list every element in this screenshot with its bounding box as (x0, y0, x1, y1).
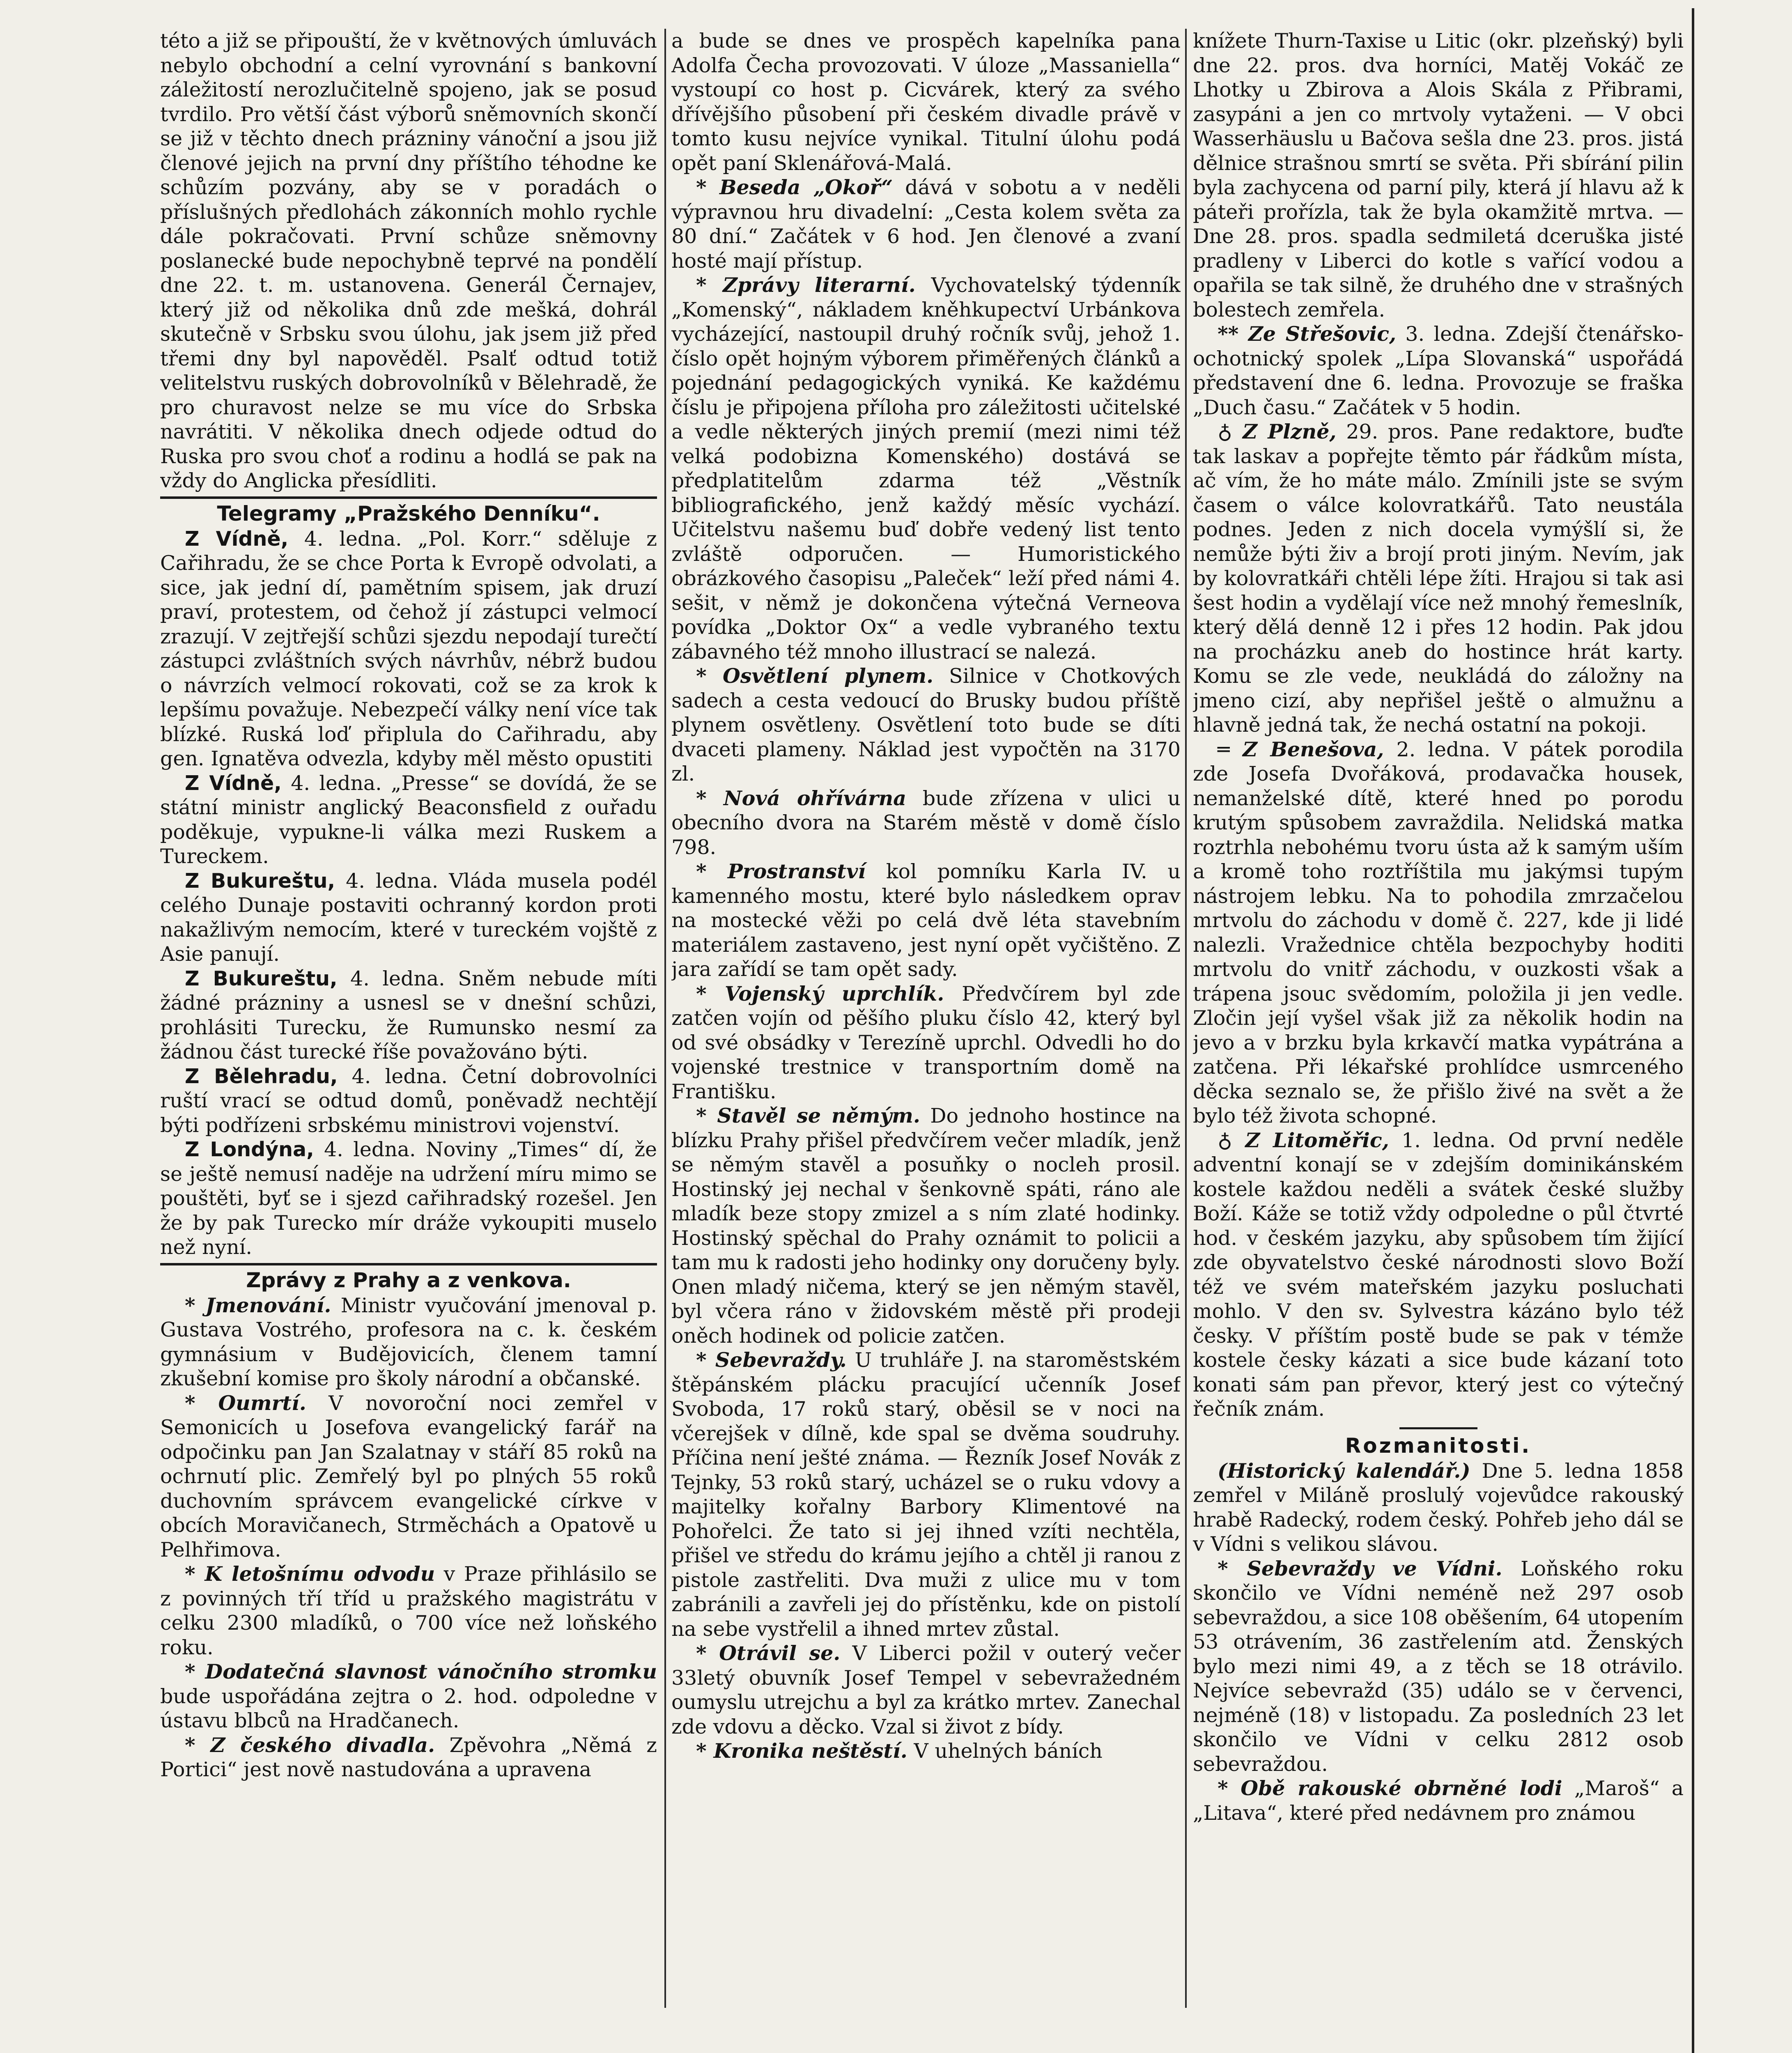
news-item (671, 786, 1181, 860)
news-text: 1. ledna. Od první neděle adventní konají se v zdejším dominikánském kostele každou neděli a svátek české služby Boží. Káže se totiž vždy odpoledne o půl čtvrté hod. v českém jazyku, aby spůsobem tím žijící zde obyvatelstvo české národnosti slovo Boží též ve svém mateřském jazyku posluchati mohlo. V den sv. Sylvestra kázáno bylo též česky. V příštím postě bude se pak v témže kostele česky kázati a sice bude kázaní toto konati sám pan převor, který jest co výtečný řečník znám. (1193, 1128, 1684, 1421)
news-text: Zpěvohra „Němá z Portici“ jest nově nastudována a upravena (160, 1733, 657, 1781)
telegram-dateline: Z Londýna, (185, 1138, 314, 1161)
news-item (1193, 1557, 1684, 1777)
news-text: 29. pros. Pane redaktore, buďte tak laskav a popřejte těmto pár řádkům místa, ač vím, že ho máte málo. Zmínili jste se svým časem o válce kolovratkářů. Tato neustála podnes. Jeden z nich docela vymýšlí si, že nemůže býti živ a brojí proti jiným. Nevím, jak by kolovratkáři chtěli lépe žíti. Hrajou si tak asi šest hodin a vydělají více než mnohý řemeslník, který dělá denně 12 i přes 12 hodin. Pak jdou na procházku aneb do hostince hrát karty. Komu se zle vede, neukládá do záložny na jmeno cizí, aby nepřišel ještě o almužnu a hlavně jedná tak, že nechá ostatní na pokoji. (1193, 420, 1684, 737)
news-keyword: * Beseda „Okoř“ (696, 175, 893, 199)
news-item (1193, 1128, 1684, 1421)
news-item (671, 1641, 1181, 1739)
news-keyword: (Historický kalendář.) (1218, 1458, 1470, 1483)
telegram-dateline: Z Bělehradu, (185, 1064, 338, 1088)
news-text: bude zřízena v ulici u obecního dvora na Starém městě v domě číslo 798. (671, 786, 1181, 859)
news-keyword: * Dodatečná slavnost vánočního stromku (185, 1660, 657, 1683)
news-keyword: * K letošnímu odvodu (185, 1562, 435, 1586)
news-keyword: ═ Z Benešova, (1218, 737, 1384, 761)
telegram-text: 4. ledna. Noviny „Times“ dí, že se ještě nemusí naděje na udržení míru mimo se pouštěti, byť se i sjezd cařihradský rozešel. Jen že by pak Turecko mír dráže vykoupiti muselo než nyní. (160, 1138, 657, 1259)
news-item (160, 1562, 657, 1660)
news-keyword: * Stavěl se němým. (696, 1104, 920, 1128)
news-keyword: * Vojenský uprchlík. (696, 981, 944, 1006)
news-item (671, 1739, 1181, 1764)
news-item (671, 175, 1181, 273)
continued-article: této a již se připouští, že v květnových úmluvách nebylo obchodní a celní vyrovnání s bankovní záležitostí nerozlučitelně spojeno, jak se posud tvrdilo. Pro větší část výborů sněmovních skončí se již v těchto dnech prázniny vánoční a jsou již členové jejich na první dny příštího téhodne ke schůzím pozvány, aby se v poradách o příslušných předlohách zákonních mohlo rychle dále pokračovati. První schůze sněmovny poslanecké bude nepochybně teprvé na pondělí dne 22. t. m. ustanovena. Generál Černajev, který již od několika dnů zde mešká, dohrál skutečně v Srbsku svou úlohu, jak jsem již před třemi dny byl napověděl. Psalť odtud totiž velitelstvu ruských dobrovolníků v Bělehradě, že pro churavost nelze se mu více do Srbska navrátiti. V několika dnech odjede odtud do Ruska pro svou choť a rodinu a hodlá se pak na vždy do Anglicka přesídliti. (160, 29, 657, 492)
news-keyword: * Sebevraždy ve Vídni. (1218, 1556, 1503, 1580)
news-text: dává v sobotu a v neděli výpravnou hru divadelní: „Cesta kolem světa za 80 dní.“ Začátek v 6 hod. Jen členové a zvaní hosté mají přístup. (671, 176, 1181, 273)
telegram-text: 4. ledna. Vláda musela podél celého Dunaje postaviti ochranný kordon proti nakažlivým nemocím, které v tureckém vojště z Asie panují. (160, 869, 657, 966)
news-keyword: * Osvětlení plynem. (696, 664, 934, 688)
news-text: V novoroční noci zemřel v Semonicích u Josefova evangelický farář na odpočinku pan Jan Szalatnay v stáří 85 roků na ochrnutí plic. Zemřelý byl po plných 55 roků duchovním správcem evangelické církve v obcích Moravičanech, Strměchách a Opatově u Pelhřimova. (160, 1391, 657, 1562)
telegram-item (160, 1137, 657, 1260)
news-item (1193, 737, 1684, 1128)
news-item (671, 859, 1181, 982)
telegram-dateline: Z Vídně, (185, 771, 282, 795)
page-frame-edge (1692, 8, 1694, 2053)
news-text: 3. ledna. Zdejší čtenářsko-ochotnický spolek „Lípa Slovanská“ uspořádá představení dne 6. ledna. Provozuje se fraška „Duch času.“ Začátek v 5 hodin. (1193, 322, 1684, 419)
telegram-dateline: Z Bukureštu, (185, 869, 335, 893)
section-heading-miscellany: Rozmanitosti. (1345, 1433, 1532, 1458)
section-rule (160, 1263, 657, 1265)
news-text: Silnice v Chotkových sadech a cesta vedoucí do Brusky budou příště plynem osvětleny. Osvětlení toto bude se díti dvaceti plameny. Náklad jest vypočtěn na 3170 zl. (671, 664, 1181, 785)
section-heading-telegrams: Telegramy „Pražského Denníku“. (217, 501, 600, 526)
section-rule (160, 496, 657, 499)
news-item (160, 1293, 657, 1391)
news-keyword: * Jmenování. (185, 1293, 331, 1317)
news-text: „Maroš“ a „Litava“, které před nedávnem pro známou (1193, 1777, 1684, 1825)
news-keyword: ♁ Z Litoměřic, (1218, 1128, 1389, 1152)
news-item (671, 273, 1181, 664)
section-heading-prague-news: Zprávy z Prahy a z venkova. (246, 1268, 571, 1292)
news-keyword: ** Ze Střešovic, (1218, 322, 1397, 346)
news-text: Dne 5. ledna 1858 zemřel v Miláně proslulý vojevůdce rakouský hrabě Radecký, rodem český. Pohřeb jeho dál se v Vídni s velikou slávou. (1193, 1459, 1684, 1556)
news-item (160, 1391, 657, 1562)
news-text: v Praze přihlásilo se z povinných tří tříd u pražského magistrátu v celku 2300 mladíků, o 700 více než loňského roku. (160, 1562, 657, 1659)
news-text: Ministr vyučování jmenoval p. Gustava Vostrého, profesora na c. k. českém gymnásium v Budějovicích, členem tamní zkušební komise pro školy národní a občanské. (160, 1293, 657, 1390)
news-item (1193, 322, 1684, 420)
news-item (1193, 1459, 1684, 1557)
news-text: 2. ledna. V pátek porodila zde Josefa Dvořáková, prodavačka housek, nemanželské dítě, které hned po porodu krutým spůsobem zavraždila. Nelidská matka roztrhla nebohému tvoru ústa až k samým uším a kromě toho roztříštila mu jakýmsi tupým nástrojem lebku. Na to pohodila zmrzačelou mrtvolu do záchodu v domě č. 227, kde ji lidé nalezli. Vražednice chtěla bezpochyby hoditi mrtvolu do vnitř záchodu, v ouzkosti však a trápena jsouc svědomím, položila ji jen vedle. Zločin její vyšel však již za několik hodin na jevo a v brzku byla krkavčí matka vypátrána a zatčena. Při lékařské prohlídce usmrceného děcka seznalo se, že přišlo živé na svět a že bylo též života schopné. (1193, 737, 1684, 1128)
news-keyword: * Prostranství (696, 859, 866, 883)
news-keyword: * Oumrtí. (185, 1391, 306, 1415)
news-item (1193, 420, 1684, 737)
column-separator (1185, 29, 1187, 2008)
column-2 (671, 29, 1181, 2041)
telegram-item (160, 771, 657, 869)
column-1 (160, 29, 657, 2041)
telegram-item (160, 1064, 657, 1138)
continued-article: a bude se dnes ve prospěch kapelníka pana Adolfa Čecha provozovati. V úloze „Massaniella“ vystoupí co host p. Cicvárek, který za svého dřívějšího působení při českém divadle právě v tomto kusu nejvíce vynikal. Titulní úlohu podá opět paní Sklenářová-Malá. (671, 29, 1181, 175)
news-item (671, 982, 1181, 1104)
column-3 (1193, 29, 1684, 2041)
telegram-item (160, 527, 657, 771)
news-item (671, 1348, 1181, 1641)
news-text: Předvčírem byl zde zatčen vojín od pěšího pluku číslo 42, který byl od své obsádky v Terezíně uprchl. Odvedli ho do vojenské trestnice v transportním domě na Františku. (671, 982, 1181, 1103)
news-keyword: * Sebevraždy. (696, 1348, 847, 1372)
news-text: bude uspořádána zejtra o 2. hod. odpoledne v ústavu blbců na Hradčanech. (160, 1684, 657, 1732)
news-item (671, 664, 1181, 786)
section-rule (1399, 1427, 1477, 1429)
news-keyword: * Otrávil se. (696, 1641, 841, 1665)
telegram-text: 4. ledna. Četní dobrovolníci ruští vrací se odtud domů, poněvadž nechtějí býti podřízeni srbskému ministrovi vojenství. (160, 1064, 657, 1137)
telegram-text: 4. ledna. „Presse“ se dovídá, že se státní ministr anglický Beaconsfield z ouřadu poděkuje, vypukne-li válka mezi Ruskem a Tureckem. (160, 771, 657, 868)
news-item (160, 1660, 657, 1733)
news-text: Do jednoho hostince na blízku Prahy přišel předvčírem večer mladík, jenž se němým stavěl a posuňky o nocleh prosil. Hostinský jej nechal v šenkovně spáti, ráno ale mladík beze stopy zmizel a s ním zlaté hodinky. Hostinský spěchal do Prahy oznámit to policii a tam mu k radosti jeho hodinky ony doručeny byly. Onen mladý ničema, který se jen němým stavěl, byl včera ráno v židovském městě při prodeji oněch hodinek od policie zatčen. (671, 1104, 1181, 1348)
news-keyword: * Zprávy literarní. (696, 273, 916, 297)
column-separator (664, 29, 666, 2008)
news-text: V uhelných báních (907, 1739, 1103, 1763)
news-keyword: * Kronika neštěstí. (696, 1739, 907, 1763)
news-text: V Liberci požil v outerý večer 33letý obuvník Josef Tempel v sebevražedném oumyslu utrejchu a byl za krátko mrtev. Zanechal zde vdovu a děcko. Vzal si život z bídy. (671, 1642, 1181, 1738)
news-text: U truhláře J. na staroměstském štěpánském plácku pracující učenník Josef Svoboda, 17 roků starý, oběsil se v noci na včerejšek v dílně, kde spal se dvěma soudruhy. Příčina není ješté známa. — Řezník Josef Novák z Tejnky, 53 roků starý, ucházel se o ruku vdovy a majitelky kořalny Barbory Klimentové na Pohořelci. Že tato si jej ihned vzíti nechtěla, přišel ve středu do krámu jejího a chtěl ji ranou z pistole zastřeliti. Dva muži z ulice mu v tom zabránili a zavřeli jej do přístěnku, kde on pistolí na sebe vystřelil a ihned mrtev zůstal. (671, 1348, 1181, 1641)
news-text: kol pomníku Karla IV. u kamenného mostu, které bylo následkem oprav na mostecké věži po celá dvě léta stavebním materiálem zastaveno, jest nyní opět vyčištěno. Z jara zařídí se tam opět sady. (671, 860, 1181, 981)
news-keyword: * Z českého divadla. (185, 1733, 435, 1757)
news-keyword: * Obě rakouské obrněné lodi (1218, 1776, 1562, 1800)
news-text: Loňského roku skončilo ve Vídni neméně než 297 osob sebevraždou, a sice 108 oběšením, 64 utopením 53 otrávením, 36 zastřelením atd. Ženských bylo mezi nimi 49, a z těch se 18 otrávilo. Nejvíce sebevražd (35) událo se v červenci, nejméně (18) v listopadu. Za posledních 23 let skončilo ve Vídni v celku 2812 osob sebevraždou. (1193, 1557, 1684, 1776)
telegram-text: 4. ledna. Sněm nebude míti žádné prázniny a usnesl se v dnešní schůzi, prohlásiti Turecku, že Rumunsko nesmí za žádnou část turecké říše považováno býti. (160, 967, 657, 1063)
telegram-item (160, 869, 657, 967)
news-keyword: * Nová ohřívárna (696, 786, 907, 810)
telegram-dateline: Z Vídně, (185, 527, 289, 551)
news-item (671, 1104, 1181, 1348)
news-item (1193, 1776, 1684, 1825)
telegram-item (160, 967, 657, 1064)
news-keyword: ♁ Z Plzně, (1218, 420, 1337, 443)
telegram-dateline: Z Bukureštu, (185, 967, 338, 990)
news-item (160, 1733, 657, 1782)
news-text: Vychovatelský týdenník „Komenský“, nákladem kněhkupectví Urbánkova vycházející, nastoupil druhý ročník svůj, jehož 1. číslo opět hojným výborem přiměřených článků a pojednání pedagogických vyniká. Ke každému číslu je připojena příloha pro záležitosti učitelské a vedle některých jiných premií (mezi nimi též velká podobizna Komenského) dostává se předplatitelům zdarma též „Věstník bibliografického, jenž každý měsíc vychází. Učitelstvu našemu buď dobře vedený list tento zvláště odporučen. — Humoristického obrázkového časopisu „Paleček“ leží před námi 4. sešit, v němž je dokončena výtečná Verneova povídka „Doktor Ox“ a vedle vybraného textu zábavného též mnoho illustrací se nalezá. (671, 273, 1181, 664)
continued-article: knížete Thurn-Taxise u Litic (okr. plzeňský) byli dne 22. pros. dva horníci, Matěj Vokáč ze Lhotky u Zbirova a Alois Skála z Přibrami, zasypáni a jen co mrtvoly vytaženi. — V obci Wasserhäuslu u Bačova sešla dne 23. pros. jistá dělnice strašnou smrtí se světa. Při sbírání pilin byla zachycena od parní pily, která jí hlavu až k páteři prořízla, tak že byla okamžitě mrtva. — Dne 28. pros. spadla sedmiletá dceruška jisté pradleny v Liberci do kotle s vařící vodou a opařila se tak silně, že druhého dne v strašných bolestech zemřela. (1193, 29, 1684, 321)
telegram-text: 4. ledna. „Pol. Korr.“ sděluje z Cařihradu, že se chce Porta k Evropě odvolati, a sice, jak jední dí, pamětním spisem, jak druzí praví, protestem, od čehož jí zástupci velmocí zrazují. V zejtřejší schůzi sjezdu nepodají turečtí zástupci zvláštních svých návrhův, nébrž budou o návrzích velmocí rokovati, což se za krok k lepšímu považuje. Nebezpečí války není více tak blízké. Ruská loď připlula do Cařihradu, aby gen. Ignatěva odvezla, kdyby měl město opustiti (160, 527, 657, 770)
